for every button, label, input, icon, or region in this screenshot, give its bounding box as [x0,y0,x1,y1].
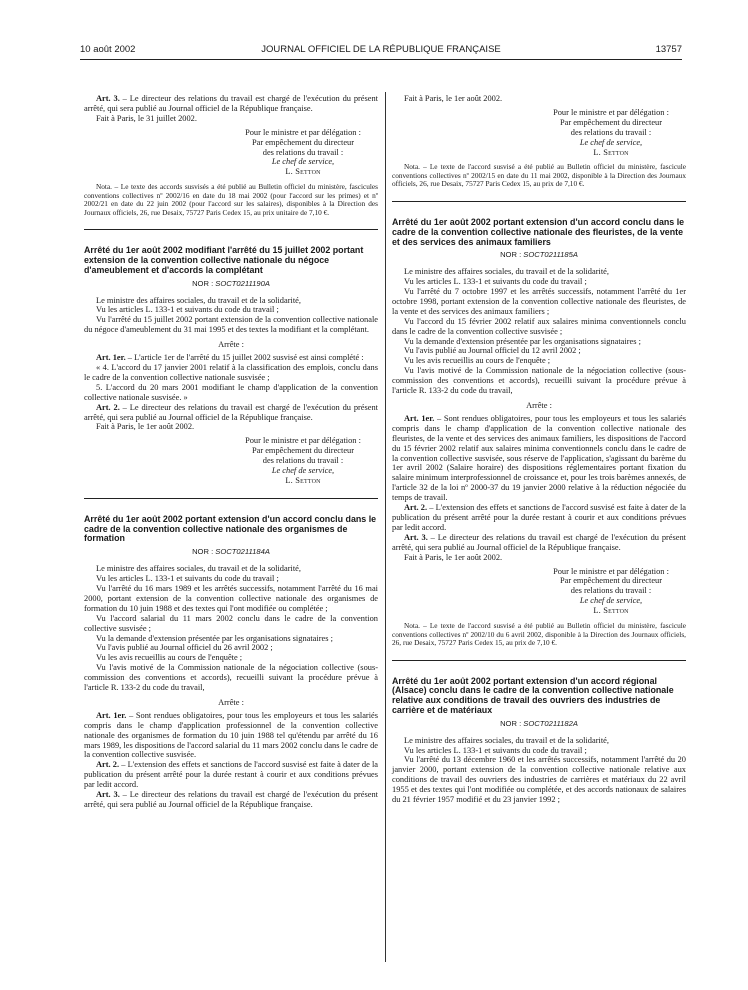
nota: Nota. – Le texte des accords susvisés a été publié au Bulletin officiel du ministère, fascicules conventions collectives nº 2002/16 en date du 18 mai 2002 (pour l'accord sur les primes) et nº 2002/21 en date du 22 juin 2002 (pour l'accord sur les salaires), disponibles à la Direction des Journaux officiels, 26, rue Desaix, 75727 Paris Cedex 15, au prix unitaire de 7,10 €. [84,182,378,217]
arrete-heading: Arrête : [526,401,552,411]
signature-block: Pour le ministre et par délégation : Par empêchement du directeur des relations du travail : Le chef de service, L. Setton [245,127,361,177]
section-title: Arrêté du 1er août 2002 portant extension d'un accord conclu dans le cadre de la convention collective nationale des fleuristes, de la vente et des services des animaux familiers [392,216,685,247]
paragraph: Vu l'arrêté du 7 octobre 1997 et les arrêtés successifs, notamment l'arrêté du 1er octobre 1998, portant extension de la convention collective nationale des fleuristes, de la vente et des services des animaux familiers ; [392,287,686,316]
nor-reference: NOR : SOCT0211185A [500,250,578,260]
article: Art. 2. – L'extension des effets et sanctions de l'accord susvisé est faite à dater de la publication du présent arrêté pour la durée restant à courir et aux conditions prévues par ledit accord. [84,760,378,790]
article: Art. 3. – Le directeur des relations du travail est chargé de l'exécution du présent arrêté, qui sera publié au Journal officiel de la République française. [392,532,686,552]
section-separator [84,498,378,499]
paragraph: Vu la demande d'extension présentée par les organisations signataires ; [404,336,641,346]
arrete-heading: Arrête : [218,697,244,707]
nor-reference: NOR : SOCT0211190A [192,278,270,288]
paragraph: 5. L'accord du 20 mars 2001 modifiant le champ d'application de la convention collective nationale susvisée. » [84,382,378,402]
section-separator [84,229,378,230]
right-column [392,94,686,805]
paragraph: Vu l'arrêté du 15 juillet 2002 portant extension de la convention collective nationale du négoce d'ameublement du 31 mai 1995 et des textes la modifiant et la complétant. [84,315,378,335]
signature-block: Pour le ministre et par délégation : Par empêchement du directeur des relations du travail : Le chef de service, L. Setton [553,566,669,616]
paragraph: Vu l'avis motivé de la Commission nationale de la négociation collective (sous-commission des conventions et accords), recueilli suivant la procédure prévue à l'article R. 133-2 du code du travail, [84,663,378,693]
paragraph: Vu l'accord du 15 février 2002 relatif aux salaires minima conventionnels conclu dans le cadre de la convention collective susvisée ; [392,316,686,336]
paragraph: Vu les articles L. 133-1 et suivants du code du travail ; [404,745,587,755]
paragraph: Le ministre des affaires sociales, du travail et de la solidarité, [96,295,301,305]
section-title: Arrêté du 1er août 2002 portant extension d'un accord conclu dans le cadre de la convention collective nationale des organismes de formation [84,513,377,544]
article: Art. 1er. – L'article 1er de l'arrêté du 15 juillet 2002 susvisé est ainsi complété : [96,353,364,363]
header-date: 10 août 2002 [80,44,136,55]
section-separator [392,660,686,661]
paragraph: Vu les avis recueillis au cours de l'enquête ; [96,653,243,663]
header-rule [80,59,682,60]
article: Art. 1er. – Sont rendues obligatoires, pour tous les employeurs et tous les salariés compris dans le champ d'application de la convention collective nationale des fleuristes, de la vente et des services des animaux familiers, les dispositions de l'accord du 15 février 2002 relatif aux salaires minima conventionnels conclu dans le cadre de la convention collective susvisée, sous réserve de l'application, s'agissant du barème du 1er avril 2002 (Salaire horaire) des dispositions réglementaires portant fixation du salaire minimum interprofessionnel de croissance et, pour les trois barèmes annexés, de l'article 32 de la loi nº 2000-37 du 19 janvier 2000 relative à la réduction négociée du temps de travail. [392,413,686,503]
paragraph: Vu l'arrêté du 16 mars 1989 et les arrêtés successifs, notamment l'arrêté du 16 mai 2000, portant extension de la convention collective nationale des organismes de formation du 10 juin 1988 et des textes qui l'ont modifiée ou complétée ; [84,583,378,613]
fait-a-paris: Fait à Paris, le 31 juillet 2002. [96,113,197,123]
paragraph: Vu l'accord salarial du 11 mars 2002 conclu dans le cadre de la convention collective susvisée ; [84,613,378,633]
section-separator [392,201,686,202]
paragraph: Vu la demande d'extension présentée par les organisations signataires ; [96,633,333,643]
paragraph: Vu les articles L. 133-1 et suivants du code du travail ; [96,305,279,315]
article: Art. 3. – Le directeur des relations du travail est chargé de l'exécution du présent arrêté, qui sera publié au Journal officiel de la République française. [84,94,378,113]
header-title: JOURNAL OFFICIEL DE LA RÉPUBLIQUE FRANÇAISE [261,44,501,55]
paragraph: « 4. L'accord du 17 janvier 2001 relatif à la classification des emplois, conclu dans le cadre de la convention collective nationale susvisée ; [84,362,378,382]
article: Art. 2. – Le directeur des relations du travail est chargé de l'exécution du présent arrêté, qui sera publié au Journal officiel de la République française. [84,402,378,422]
arrete-heading: Arrête : [218,340,244,350]
header-page-number: 13757 [655,44,682,55]
article: Art. 1er. – Sont rendues obligatoires, pour tous les employeurs et tous les salariés compris dans le champ d'application professionnel de la convention collective nationale des organismes de formation du 10 juin 1988 tel qu'étendu par arrêté du 16 mars 1989, les dispositions de l'accord salarial du 11 mars 2002 conclu dans le cadre de la convention collective susvisée. [84,710,378,760]
paragraph: Vu les articles L. 133-1 et suivants du code du travail ; [404,277,587,287]
nota: Nota. – Le texte de l'accord susvisé a été publié au Bulletin officiel du ministère, fascicule conventions collectives nº 2002/15 en date du 11 mai 2002, disponible à la Direction des Journaux officiels, 26, rue Desaix, 75727 Paris Cedex 15, au prix de 7,10 €. [392,162,686,189]
paragraph: Vu l'avis publié au Journal officiel du 12 avril 2002 ; [404,346,581,356]
paragraph: Le ministre des affaires sociales, du travail et de la solidarité, [404,735,609,745]
section-title: Arrêté du 1er août 2002 portant extension d'un accord régional (Alsace) conclu dans le cadre de la convention collective nationale relative aux conditions de travail des ouvriers des industries de carrière et de matériaux [392,675,674,715]
page-header [80,44,682,58]
paragraph: Vu l'arrêté du 13 décembre 1960 et les arrêtés successifs, notamment l'arrêté du 20 janvier 2000, portant extension de la convention collective nationale relative aux conditions de travail des ouvriers des industries de carrières et matériaux du 22 avril 1955 et des textes qui l'ont modifiée ou complétée, et des accords nationaux de salaires du 21 février 1957 modifié et du 23 janvier 1992 ; [392,755,686,805]
paragraph: Le ministre des affaires sociales, du travail et de la solidarité, [404,267,609,277]
paragraph: Vu les articles L. 133-1 et suivants du code du travail ; [96,574,279,584]
article: Art. 2. – L'extension des effets et sanctions de l'accord susvisé est faite à dater de la publication du présent arrêté pour la durée restant à courir et aux conditions prévues par ledit accord. [392,503,686,532]
paragraph: Le ministre des affaires sociales, du travail et de la solidarité, [96,564,301,574]
fait-a-paris: Fait à Paris, le 1er août 2002. [404,94,503,103]
nor-reference: NOR : SOCT0211182A [500,718,578,728]
left-column [84,94,378,810]
column-divider [385,92,386,962]
section-title: Arrêté du 1er août 2002 modifiant l'arrêté du 15 juillet 2002 portant extension de la convention collective nationale du négoce d'ameublement et d'accords la complétant [84,245,364,275]
signature-block: Pour le ministre et par délégation : Par empêchement du directeur des relations du travail : Le chef de service, L. Setton [245,436,361,485]
paragraph: Vu l'avis publié au Journal officiel du 26 avril 2002 ; [96,643,273,653]
fait-a-paris: Fait à Paris, le 1er août 2002. [96,422,195,432]
article: Art. 3. – Le directeur des relations du travail est chargé de l'exécution du présent arrêté, qui sera publié au Journal officiel de la République française. [84,790,378,809]
signature-block: Pour le ministre et par délégation : Par empêchement du directeur des relations du travail : Le chef de service, L. Setton [553,107,669,157]
fait-a-paris: Fait à Paris, le 1er août 2002. [404,552,503,562]
nor-reference: NOR : SOCT0211184A [192,547,270,557]
nota: Nota. – Le texte de l'accord susvisé a été publié au Bulletin officiel du ministère, fascicule conventions collectives nº 2002/10 du 6 avril 2002, disponible à la Direction des Journaux officiels, 26, rue Desaix, 75727 Paris Cedex 15, au prix de 7,10 €. [392,621,686,648]
paragraph: Vu les avis recueillis au cours de l'enquête ; [404,356,551,366]
paragraph: Vu l'avis motivé de la Commission nationale de la négociation collective (sous-commission des conventions et accords), recueilli suivant la procédure prévue à l'article R. 133-2 du code du travail, [392,366,686,396]
